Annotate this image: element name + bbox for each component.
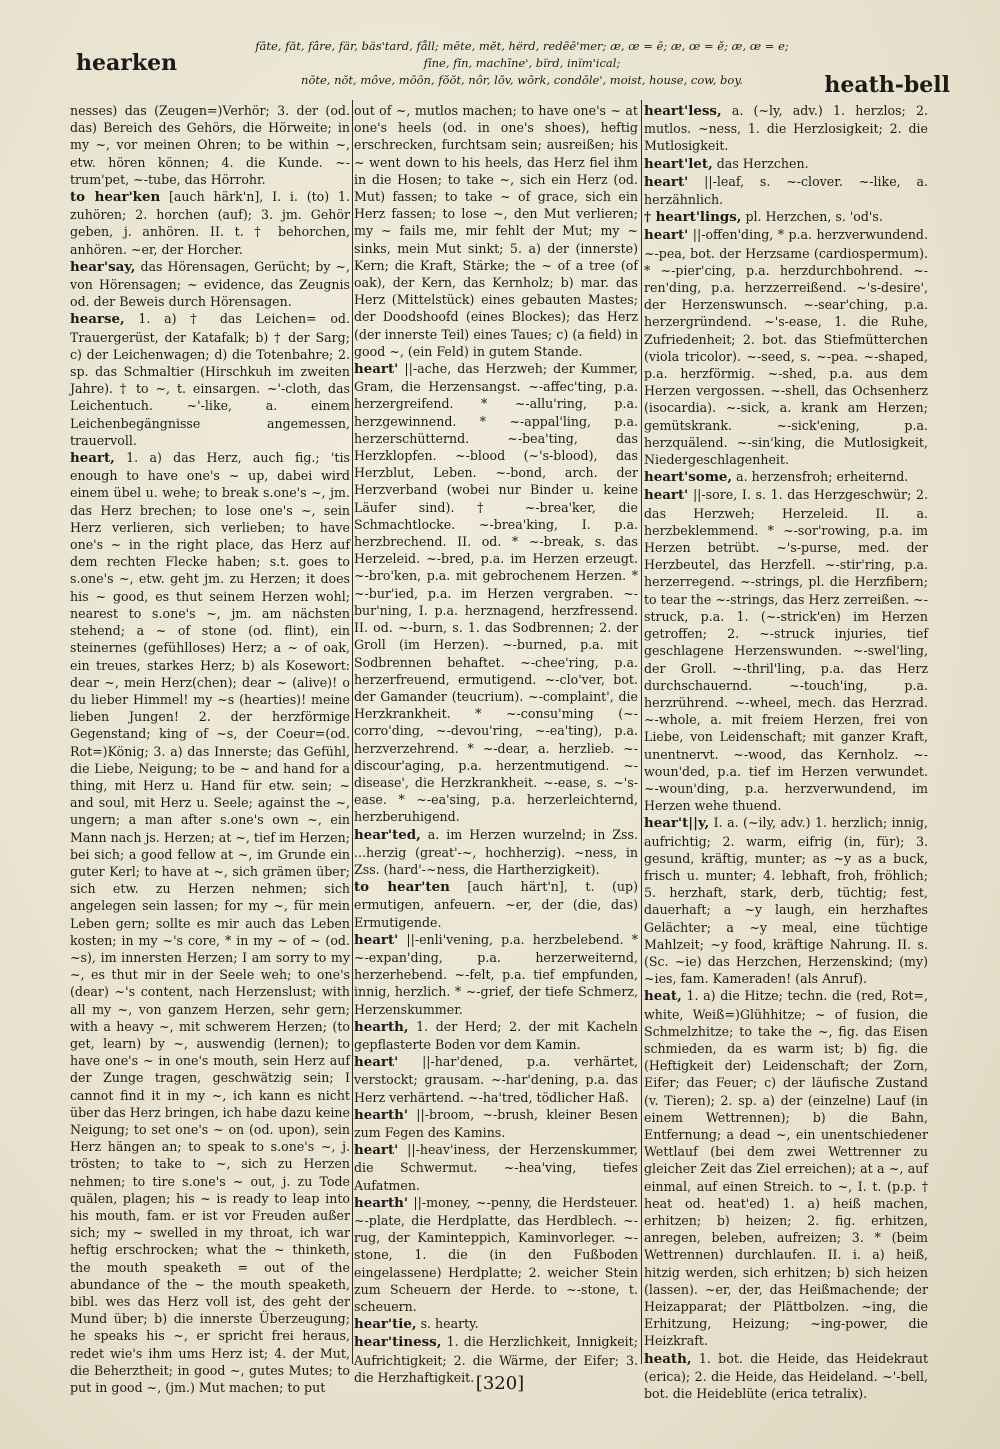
entry-text: 1. der Herd; 2. der mit Kacheln gepflasterte Boden vor dem Kamin. xyxy=(354,1018,638,1052)
entry-headword: heart'let, xyxy=(644,155,713,172)
entry-text: ||-heav'iness, der Herzenskummer, die Schwermut. ~-hea'ving, tiefes Aufatmen. xyxy=(354,1142,638,1193)
column-3 xyxy=(644,102,928,1402)
dictionary-entry xyxy=(644,155,928,173)
dictionary-entry xyxy=(354,878,638,931)
entry-headword: hearth' xyxy=(354,1194,409,1211)
dictionary-entry xyxy=(70,449,350,1396)
dictionary-entry xyxy=(644,173,928,208)
entry-text: [auch härk'n], I. i. (to) 1. zuhören; 2. horchen (auf); 3. jm. Gehör geben, j. anhören. II. t. † behorchen, anhören. ~er, der Horcher. xyxy=(70,189,350,257)
dictionary-entry xyxy=(354,1315,638,1333)
pronunciation-key-line: nōte, nŏt, môve, mōōn, fŏŏt, nôr, lŏv, wōrk, condōle', moist, house, cow, boy. xyxy=(301,73,743,87)
pronunciation-key-line: fīne, fĭn, machīne', bïrd, inïm'ical; xyxy=(423,56,621,70)
entry-headword: heart' xyxy=(644,227,689,244)
entry-text: das Herzchen. xyxy=(716,155,809,171)
entry-text: out of ~, mutlos machen; to have one's ~ at one's heels (od. in one's shoes), heftig erschrecken, furchtsam sein; ausreißen; his ~ went down to his heels, das Herz fiel ihm in die Hosen; to take ~, sich ein Herz (od. Mut) fassen; to take ~ of grace, sich ein Herz fassen; to lose ~, den Mut verlieren; my ~ fails me, mir fehlt der Mut; my ~ sinks, mein Mut sinkt; 5. a) der (innerste) Kern; die Kraft, Stärke; the ~ of a tree (of oak), der Kern, das Kernholz; b) mar. das Herz (Mittelstück) eines gebauten Mastes; der Doodshoofd (eines Blockes); das Herz (der innerste Teil) eines Taues; c) (a field) in good ~, (ein Feld) in gutem Stande. xyxy=(354,103,638,359)
entry-text: nesses) das (Zeugen=)Verhör; 3. der (od. das) Bereich des Gehörs, die Hörweite; in my ~, vor meinen Ohren; to be within ~, etw. hören können; 4. die Kunde. ~-trum'pet, ~-tube, das Hörrohr. xyxy=(70,103,350,187)
entry-text: [auch härt'n], t. (up) ermutigen, anfeuern. ~er, der (die, das) Ermutigende. xyxy=(354,879,638,930)
dictionary-entry xyxy=(644,208,928,226)
entry-headword: heart' xyxy=(354,1142,399,1159)
entry-headword: heart' xyxy=(644,487,689,504)
dictionary-entry xyxy=(644,468,928,486)
entry-text: ||-ache, das Herzweh; der Kummer, Gram, die Herzensangst. ~-affec'ting, p.a. herzergreifend. * ~-allu'ring, p.a. herzgewinnend. * ~-appal'ling, p.a. herzerschütternd. ~-bea'ting, das Herzklopfen. ~-blood (~'s-blood), das Herzblut, Leben. ~-bond, arch. der Herzverband (wobei nur Binder u. keine Läufer sind). † ~-brea'ker, die Schmachtlocke. ~-brea'king, I. p.a. herzbrechend. II. od. * ~-break, s. das Herzeleid. ~-bred, p.a. im Herzen erzeugt. ~-bro'ken, p.a. mit gebrochenem Herzen. * ~-bur'ied, p.a. im Herzen vergraben. ~-bur'ning, I. p.a. herznagend, herzfressend. II. od. ~-burn, s. 1. das Sodbrennen; 2. der Groll (im Herzen). ~-burned, p.a. mit Sodbrennen behaftet. ~-chee'ring, p.a. herzerfreuend, ermutigend. ~-clo'ver, bot. der Gamander (teucrium). ~-complaint', die Herzkrankheit. * ~-consu'ming (~-corro'ding, ~-devou'ring, ~-ea'ting), p.a. herzverzehrend. * ~-dear, a. herzlieb. ~-discour'aging, p.a. herzentmutigend. ~-disease', die Herzkrankheit. ~-ease, s. ~'s-ease. * ~-ea'sing, p.a. herzerleichternd, herzberuhigend. xyxy=(354,361,638,825)
column-1 xyxy=(70,102,350,1396)
page-number: [320] xyxy=(475,1373,525,1394)
entry-headword: hear'tie, xyxy=(354,1316,417,1333)
entry-headword: hear'ted, xyxy=(354,826,421,843)
entry-text: 1. a) das Herz, auch fig.; 'tis enough to have one's ~ up, dabei wird einem übel u. wehe; to break s.one's ~, jm. das Herz brechen; to lose one's ~, sein Herz verlieren, sich verlieben; to have one's ~ in the right place, das Herz auf dem rechten Flecke haben; s.t. goes to s.one's ~, etw. geht jm. zu Herzen; it does his ~ good, es thut seinem Herzen wohl; nearest to s.one's ~, jm. am nächsten stehend; a ~ of stone (od. flint), ein steinernes (gefühlloses) Herz; a ~ of oak, ein treues, starkes Herz; b) als Kosewort: dear ~, mein Herz(chen); dear ~ (alive)! o du lieber Himmel! my ~s (hearties)! meine lieben Jungen! 2. der herzförmige Gegenstand; king of ~s, der Coeur=(od. Rot=)König; 3. a) das Innerste; das Gefühl, die Liebe, Neigung; to be ~ and hand for a thing, mit Herz u. Hand für etw. sein; ~ and soul, mit Herz u. Seele; against the ~, ungern; a man after s.one's own ~, ein Mann nach js. Herzen; at ~, tief im Herzen; bei sich; a good fellow at ~, im Grunde ein guter Kerl; to have at ~, sich grämen über; sich etw. zu Herzen nehmen; sich angelegen sein lassen; for my ~, für mein Leben gern; sollte es mir auch das Leben kosten; in my ~'s core, * in my ~ of ~ (od. ~s), im innersten Herzen; I am sorry to my ~, es thut mir in der Seele weh; to one's (dear) ~'s content, nach Herzenslust; with all my ~, von ganzem Herzen, sehr gern; with a heavy ~, mit schwerem Herzen; (to get, learn) by ~, auswendig (lernen); to have one's ~ in one's mouth, sein Herz auf der Zunge tragen, geschwätzig sein; I cannot find it in my ~, ich kann es nicht über das Herz bringen, ich habe dazu keine Neigung; to set one's ~ on (od. upon), sein Herz hängen an; to speak to s.one's ~, j. trösten; to take to ~, sich zu Herzen nehmen; to tire s.one's ~ out, j. zu Tode quälen, plagen; his ~ is ready to leap into his mouth, fam. er ist vor Freuden außer sich; my ~ swelled in my throat, ich war heftig erschrocken; what the ~ thinketh, the mouth speaketh = out of the abundance of the ~ the mouth speaketh, bibl. wes das Herz voll ist, des geht der Mund über; b) die innerste Überzeugung; he speaks his ~, er spricht frei heraus, redet wie's ihm ums Herz ist; 4. der Mut, die Beherztheit; in good ~, gutes Mutes; to put in good ~, (jm.) Mut machen; to put xyxy=(70,450,350,1396)
dictionary-entry xyxy=(354,1194,638,1315)
dictionary-entry xyxy=(354,1141,638,1194)
dictionary-entry xyxy=(354,1106,638,1141)
entry-headword: hear'say, xyxy=(70,258,136,275)
entry-text: ||-leaf, s. ~-clover. ~-like, a. herzähnlich. xyxy=(644,173,928,208)
entry-text: a. im Herzen wurzelnd; in Zss. ...herzig (great'-~, hochherzig). ~ness, in Zss. (hard'-~ness, die Hartherzigkeit). xyxy=(354,826,638,877)
entry-text: ||-broom, ~-brush, kleiner Besen zum Fegen des Kamins. xyxy=(354,1106,638,1140)
entry-headword: heart, xyxy=(70,450,115,467)
dictionary-entry xyxy=(644,226,928,468)
entry-text: ||-har'dened, p.a. verhärtet, verstockt; grausam. ~-har'dening, p.a. das Herz verhärtend. ~-ha'tred, tödlicher Haß. xyxy=(354,1054,638,1105)
entry-text: 1. a) † das Leichen= od. Trauergerüst, der Katafalk; b) † der Sarg; c) der Leichenwagen; d) die Totenbahre; 2. sp. das Schmaltier (Hirschkuh im zweiten Jahre). † to ~, t. einsargen. ~'-cloth, das Leichentuch. ~'-like, a. einem Leichenbegängnisse angemessen, trauervoll. xyxy=(70,311,350,448)
dictionary-entry xyxy=(644,987,928,1349)
entry-headword: hear'tiness, xyxy=(354,1334,442,1351)
entry-text: 1. die Herzlichkeit, Innigkeit; Aufrichtigkeit; 2. die Wärme, der Eifer; 3. die Herzhaftigkeit. xyxy=(354,1334,638,1385)
entry-headword: heart' xyxy=(354,361,399,378)
entry-text: a. herzensfroh; erheiternd. xyxy=(736,469,909,485)
entry-headword: heat, xyxy=(644,988,682,1005)
guide-word-right: heath-bell xyxy=(824,72,950,98)
entry-headword: heart' xyxy=(354,931,399,948)
dictionary-entry xyxy=(354,931,638,1018)
guide-word-left: hearken xyxy=(76,50,178,76)
entry-text: ||-offen'ding, * p.a. herzverwundend. ~-pea, bot. der Herzsame (cardiospermum). * ~-pier'cing, p.a. herzdurchbohrend. ~-ren'ding, p.a. herzzerreißend. ~'s-desire', der Herzenswunsch. ~-sear'ching, p.a. herzergründend. ~'s-ease, 1. die Ruhe, Zufriedenheit; 2. bot. das Stiefmütterchen (viola tricolor). ~-seed, s. ~-pea. ~-shaped, p.a. herzförmig. ~-shed, p.a. aus dem Herzen vergossen. ~-shell, das Ochsenherz (isocardia). ~-sick, a. krank am Herzen; gemütskrank. ~-sick'ening, p.a. herzquälend. ~-sin'king, die Mutlosigkeit, Niedergeschlagenheit. xyxy=(644,227,928,468)
dictionary-entry xyxy=(644,486,928,814)
entry-text: s. hearty. xyxy=(420,1316,479,1332)
entry-text: 1. a) die Hitze; techn. die (red, Rot=, white, Weiß=)Glühhitze; ~ of fusion, die Schmelzhitze; to take the ~, fig. das Eisen schmieden, da es warm ist; b) fig. die (Heftigkeit der) Leidenschaft; der Zorn, Eifer; das Feuer; c) der läufische Zustand (v. Tieren); 2. sp. a) der (einzelne) Lauf (in einem Wettrennen); b) die Bahn, Entfernung; a dead ~, ein unentschiedener Wettlauf (bei dem zwei Wettrenner zu gleicher Zeit das Ziel erreichen); at a ~, auf einmal, auf einen Streich. to ~, I. t. (p.p. † heat od. heat'ed) 1. a) heiß machen, erhitzen; b) heizen; 2. fig. erhitzen, anregen, beleben, aufreizen; 3. * (beim Wettrennen) durchlaufen. II. i. a) heiß, hitzig werden, sich erhitzen; b) sich heizen (lassen). ~er, der, das Heißmachende; der Heizapparat; der Plättbolzen. ~ing, die Erhitzung, Heizung; ~ing-power, die Heizkraft. xyxy=(644,988,928,1349)
entry-headword: heart' xyxy=(354,1054,399,1071)
entry-headword: to hear'ten xyxy=(354,879,450,896)
entry-headword: hearth' xyxy=(354,1106,409,1123)
dictionary-entry xyxy=(70,310,350,449)
column-divider xyxy=(641,100,642,1364)
entry-headword: to hear'ken xyxy=(70,189,161,206)
dictionary-entry xyxy=(354,826,638,879)
entry-headword: heart'some, xyxy=(644,469,733,486)
entry-headword: hearth, xyxy=(354,1018,409,1035)
entry-headword: heart' xyxy=(644,173,689,190)
entry-text: a. (~ly, adv.) 1. herzlos; 2. mutlos. ~ness, 1. die Herzlosigkeit; 2. die Mutlosigkeit. xyxy=(644,103,928,154)
pronunciation-key xyxy=(228,38,816,89)
entry-text: 1. bot. die Heide, das Heidekraut (erica); 2. die Heide, das Heideland. ~'-bell, bot. die Heideblüte (erica tetralix). xyxy=(644,1350,928,1402)
entry-text: ||-sore, I. s. 1. das Herzgeschwür; 2. das Herzweh; Herzeleid. II. a. herzbeklemmend. * ~-sor'rowing, p.a. im Herzen betrübt. ~'s-purse, med. der Herzbeutel, das Herzfell. ~-stir'ring, p.a. herzerregend. ~-strings, pl. die Herzfibern; to tear the ~-strings, das Herz zerreißen. ~-struck, p.a. 1. (~-strick'en) im Herzen getroffen; 2. ~-struck injuries, tief geschlagene Herzenswunden. ~-swel'ling, der Groll. ~-thril'ling, p.a. das Herz durchschauernd. ~-touch'ing, p.a. herzrührend. ~-wheel, mech. das Herzrad. ~-whole, a. mit freiem Herzen, frei von Liebe, von Leidenschaft; mit ganzer Kraft, unentnervt. ~-wood, das Kernholz. ~-woun'ded, p.a. tief im Herzen verwundet. ~-woun'ding, p.a. herzverwundend, im Herzen wehe thuend. xyxy=(644,487,928,814)
entry-headword: heart'less, xyxy=(644,103,722,119)
dictionary-entry xyxy=(354,102,638,360)
entry-headword: hear't||y, xyxy=(644,815,710,832)
entry-text: ||-enli'vening, p.a. herzbelebend. * ~-expan'ding, p.a. herzerweiternd, herzerhebend. ~-felt, p.a. tief empfunden, innig, herzlich. * ~-grief, der tiefe Schmerz, Herzenskummer. xyxy=(354,931,638,1017)
dictionary-entry xyxy=(354,360,638,825)
entry-text: pl. Herzchen, s. 'od's. xyxy=(745,209,883,225)
dictionary-entry xyxy=(644,102,928,155)
dictionary-entry xyxy=(354,1018,638,1053)
entry-text: das Hörensagen, Gerücht; by ~, von Hörensagen; ~ evidence, das Zeugnis od. der Beweis durch Hörensagen. xyxy=(70,258,350,310)
column-divider xyxy=(352,100,353,1364)
entry-headword: † heart'lings, xyxy=(644,209,742,226)
entry-text: I. a. (~ily, adv.) 1. herzlich; innig, aufrichtig; 2. warm, eifrig (in, für); 3. gesund, kräftig, munter; as ~y as a buck, frisch u. munter; 4. lebhaft, froh, fröhlich; 5. herzhaft, stark, derb, tüchtig; fest, dauerhaft; a ~y laugh, ein herzhaftes Gelächter; a ~y meal, eine tüchtige Mahlzeit; ~y food, kräftige Nahrung. II. s. (Sc. ~ie) das Herzchen, Herzenskind; (my) ~ies, fam. Kameraden! (als Anruf). xyxy=(644,815,928,987)
dictionary-entry xyxy=(70,258,350,311)
entry-headword: heath, xyxy=(644,1350,692,1367)
dictionary-entry xyxy=(70,188,350,258)
entry-text: ||-money, ~-penny, die Herdsteuer. ~-plate, die Herdplatte, das Herdblech. ~-rug, der Kaminteppich, Kaminvorleger. ~-stone, 1. die (in den Fußboden eingelassene) Herdplatte; 2. weicher Stein zum Scheuern der Herde. to ~-stone, t. scheuern. xyxy=(354,1194,638,1315)
pronunciation-key-line: fāte, făt, fâre, fär, bäs'tard, fåll; mēte, mĕt, hërd, redēē'mer; æ, œ = ē; æ, œ = ĕ; æ, œ = e; xyxy=(255,39,789,53)
dictionary-entry xyxy=(354,1053,638,1106)
dictionary-entry xyxy=(644,814,928,987)
entry-headword: hearse, xyxy=(70,311,125,328)
dictionary-entry xyxy=(70,102,350,188)
